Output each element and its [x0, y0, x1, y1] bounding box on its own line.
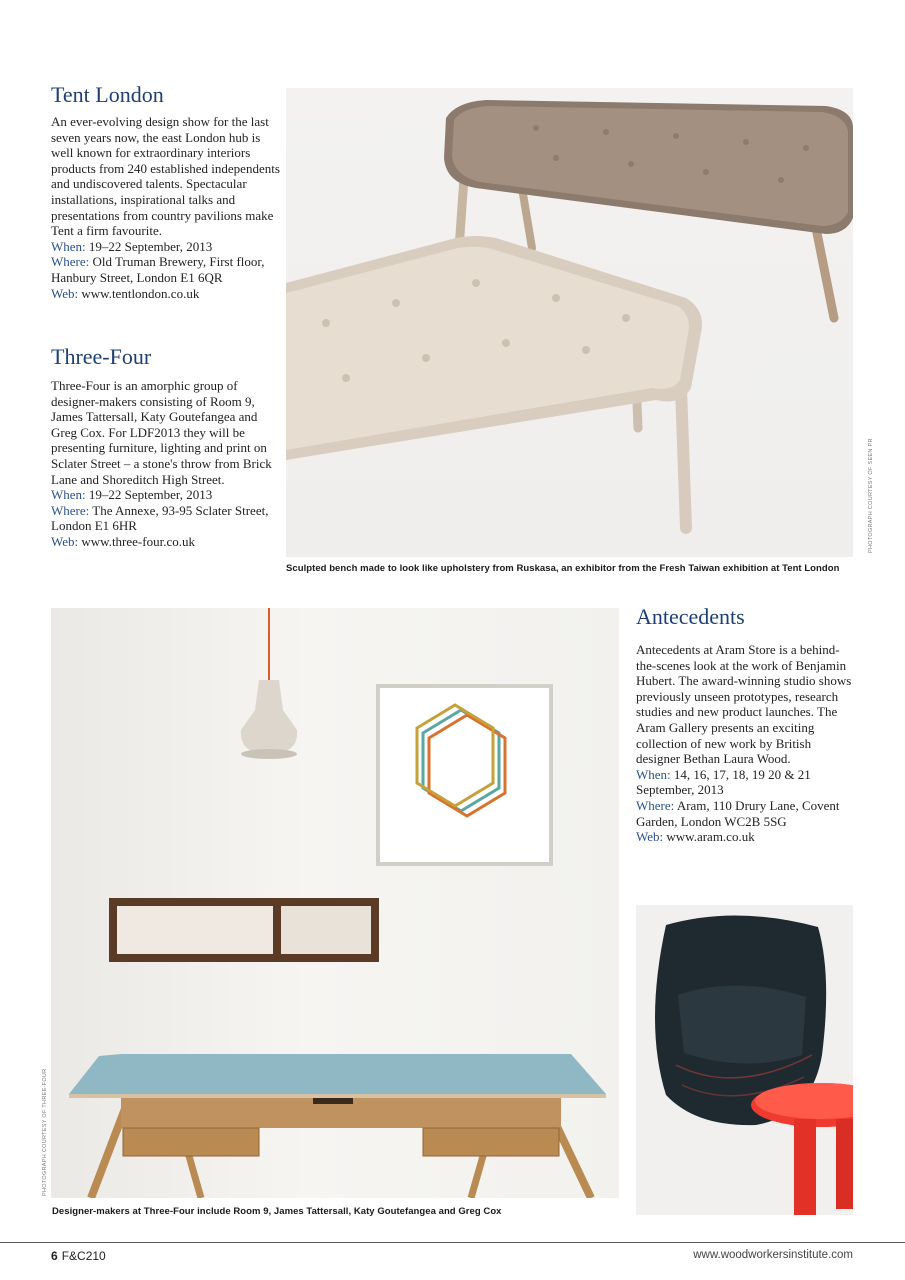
page-number: 6: [51, 1249, 58, 1263]
footer-left: [51, 1249, 106, 1263]
framed-print: [378, 686, 551, 864]
front-bench: [286, 236, 702, 528]
bench-photo: [286, 88, 853, 557]
interior-caption: Designer-makers at Three-Four include Room 9, James Tattersall, Katy Goutefangea and Greg Cox: [52, 1206, 502, 1217]
three-four-title: Three-Four: [51, 344, 152, 369]
footer-rule: [0, 1242, 905, 1243]
interior-photo: [51, 608, 619, 1198]
red-side-table: [751, 1083, 853, 1215]
tent-body: An ever-evolving design show for the last seven years now, the east London hub is well known for extraordinary interiors products from 240 established independents and undiscovered talents. Spectacular installations, inspirational talks and presentations from country pavilions make Tent a firm favourite.: [51, 114, 280, 239]
three-four-web-link[interactable]: www.three-four.co.uk: [81, 533, 195, 549]
three-four-when-label: When:: [51, 487, 86, 503]
bench-illustration: [286, 88, 853, 557]
antecedents-title: Antecedents: [636, 604, 745, 629]
footer-website-link[interactable]: www.woodworkersinstitute.com: [693, 1249, 853, 1261]
antecedents-body: Antecedents at Aram Store is a behind-the-scenes look at the work of Benjamin Hubert. The award-winning studio shows previously unseen prototypes, research studies and new product launches. The Aram Gallery presents an exciting collection of new work by British designer Bethan Laura Wood.: [636, 642, 852, 767]
tent-web-label: Web:: [51, 285, 79, 301]
three-four-when: 19–22 September, 2013: [88, 487, 213, 503]
tent-web-link[interactable]: www.tentlondon.co.uk: [81, 285, 200, 301]
tent-where: Old Truman Brewery, First floor, Hanbury Street, London E1 6QR: [51, 254, 265, 285]
antecedents-when-label: When:: [636, 766, 671, 782]
antecedents-where-label: Where:: [636, 797, 675, 813]
antecedents-when: 14, 16, 17, 18, 19 20 & 21 September, 2013: [636, 766, 811, 798]
tent-title: Tent London: [51, 82, 164, 107]
pendant-lamp: [241, 608, 297, 759]
wall-shelf: [109, 898, 379, 962]
interior-illustration: [51, 608, 619, 1198]
chair-photo: [636, 905, 853, 1215]
tent-where-label: Where:: [51, 254, 90, 270]
antecedents-web-label: Web:: [636, 829, 664, 845]
chair-illustration: [636, 905, 853, 1215]
antecedents-where: Aram, 110 Drury Lane, Covent Garden, London WC2B 5SG: [636, 797, 840, 829]
tent-section: [51, 82, 283, 301]
three-four-where-label: Where:: [51, 502, 90, 518]
three-four-body: Three-Four is an amorphic group of designer-makers consisting of Room 9, James Tattersall, Katy Goutefangea and Greg Cox. For LDF2013 they will be presenting furniture, lighting and print on Sclater Street – a stone's throw from Brick Lane and Shoreditch High Street.: [51, 378, 272, 487]
tent-when: 19–22 September, 2013: [88, 238, 213, 254]
bench-caption: Sculpted bench made to look like upholstery from Ruskasa, an exhibitor from the Fresh Taiwan exhibition at Tent London: [286, 563, 840, 574]
three-four-where: The Annexe, 93-95 Sclater Street, London E1 6HR: [51, 502, 269, 534]
desk: [69, 1054, 606, 1198]
three-four-section: [51, 344, 283, 550]
issue-label: F&C210: [61, 1249, 106, 1263]
antecedents-section: [636, 604, 854, 845]
interior-photo-credit: PHOTOGRAPH COURTESY OF THREE-FOUR: [42, 1068, 48, 1196]
tent-when-label: When:: [51, 238, 86, 254]
bench-photo-credit: PHOTOGRAPH COURTESY OF SEEN PR: [868, 438, 874, 553]
antecedents-web-link[interactable]: www.aram.co.uk: [666, 829, 755, 845]
three-four-web-label: Web:: [51, 533, 79, 549]
